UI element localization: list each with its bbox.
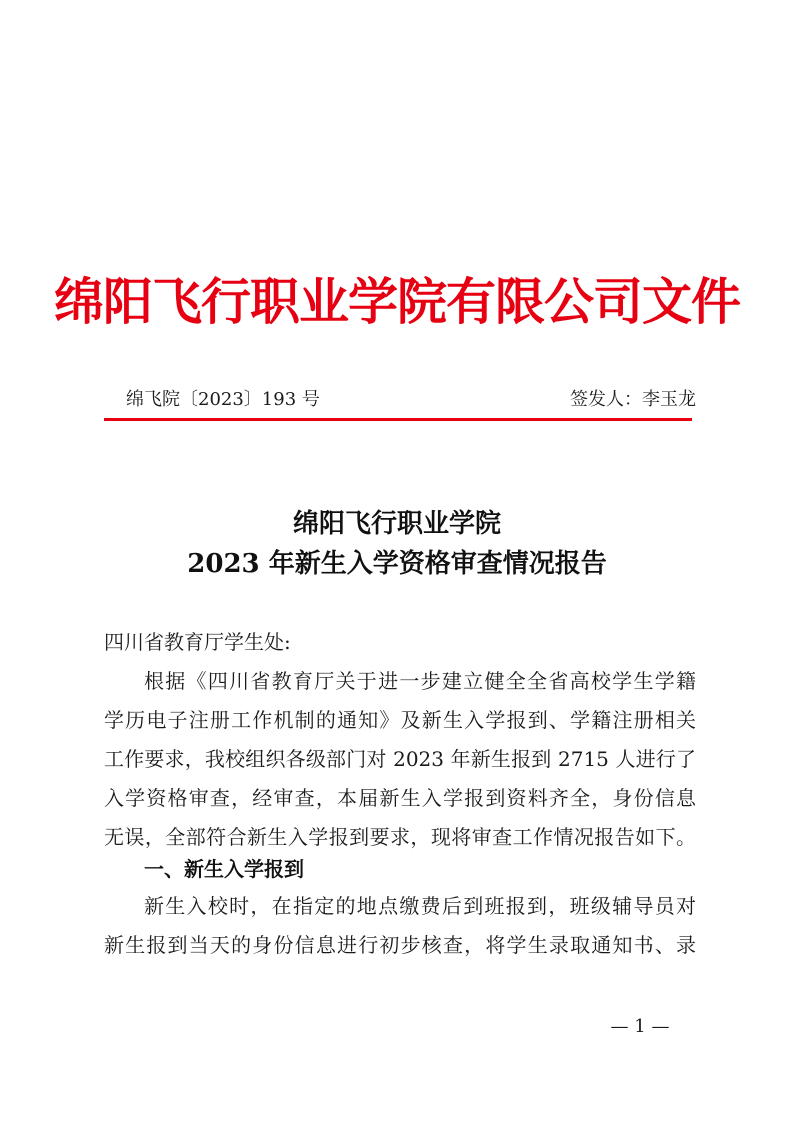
paragraph-1-line: 无误，全部符合新生入学报到要求，现将审查工作情况报告如下。 [104, 825, 696, 849]
document-masthead: 绵阳飞行职业学院有限公司文件 [54, 272, 740, 331]
report-title-line-2: 2023 年新生入学资格审查情况报告 [187, 549, 607, 579]
page-number: — 1 — [610, 1016, 670, 1037]
report-title-line-1: 绵阳飞行职业学院 [292, 509, 501, 539]
document-number: 绵飞院〔2023〕193 号 [126, 389, 320, 410]
paragraph-2-line: 新生入校时，在指定的地点缴费后到班报到，班级辅导员对 [144, 894, 696, 918]
paragraph-2-line: 新生报到当天的身份信息进行初步核查，将学生录取通知书、录 [104, 933, 696, 957]
paragraph-1-line: 学历电子注册工作机制的通知》及新生入学报到、学籍注册相关 [104, 708, 696, 732]
section-heading: 一、新生入学报到 [144, 857, 304, 881]
paragraph-1-line: 根据《四川省教育厅关于进一步建立健全全省高校学生学籍 [144, 669, 696, 693]
recipient: 四川省教育厅学生处: [104, 630, 291, 654]
red-divider-line [104, 418, 692, 421]
paragraph-1-line: 入学资格审查，经审查，本届新生入学报到资料齐全，身份信息 [104, 786, 696, 810]
paragraph-1-line: 工作要求，我校组织各级部门对 2023 年新生报到 2715 人进行了 [104, 747, 696, 771]
signer: 签发人：李玉龙 [570, 389, 696, 410]
